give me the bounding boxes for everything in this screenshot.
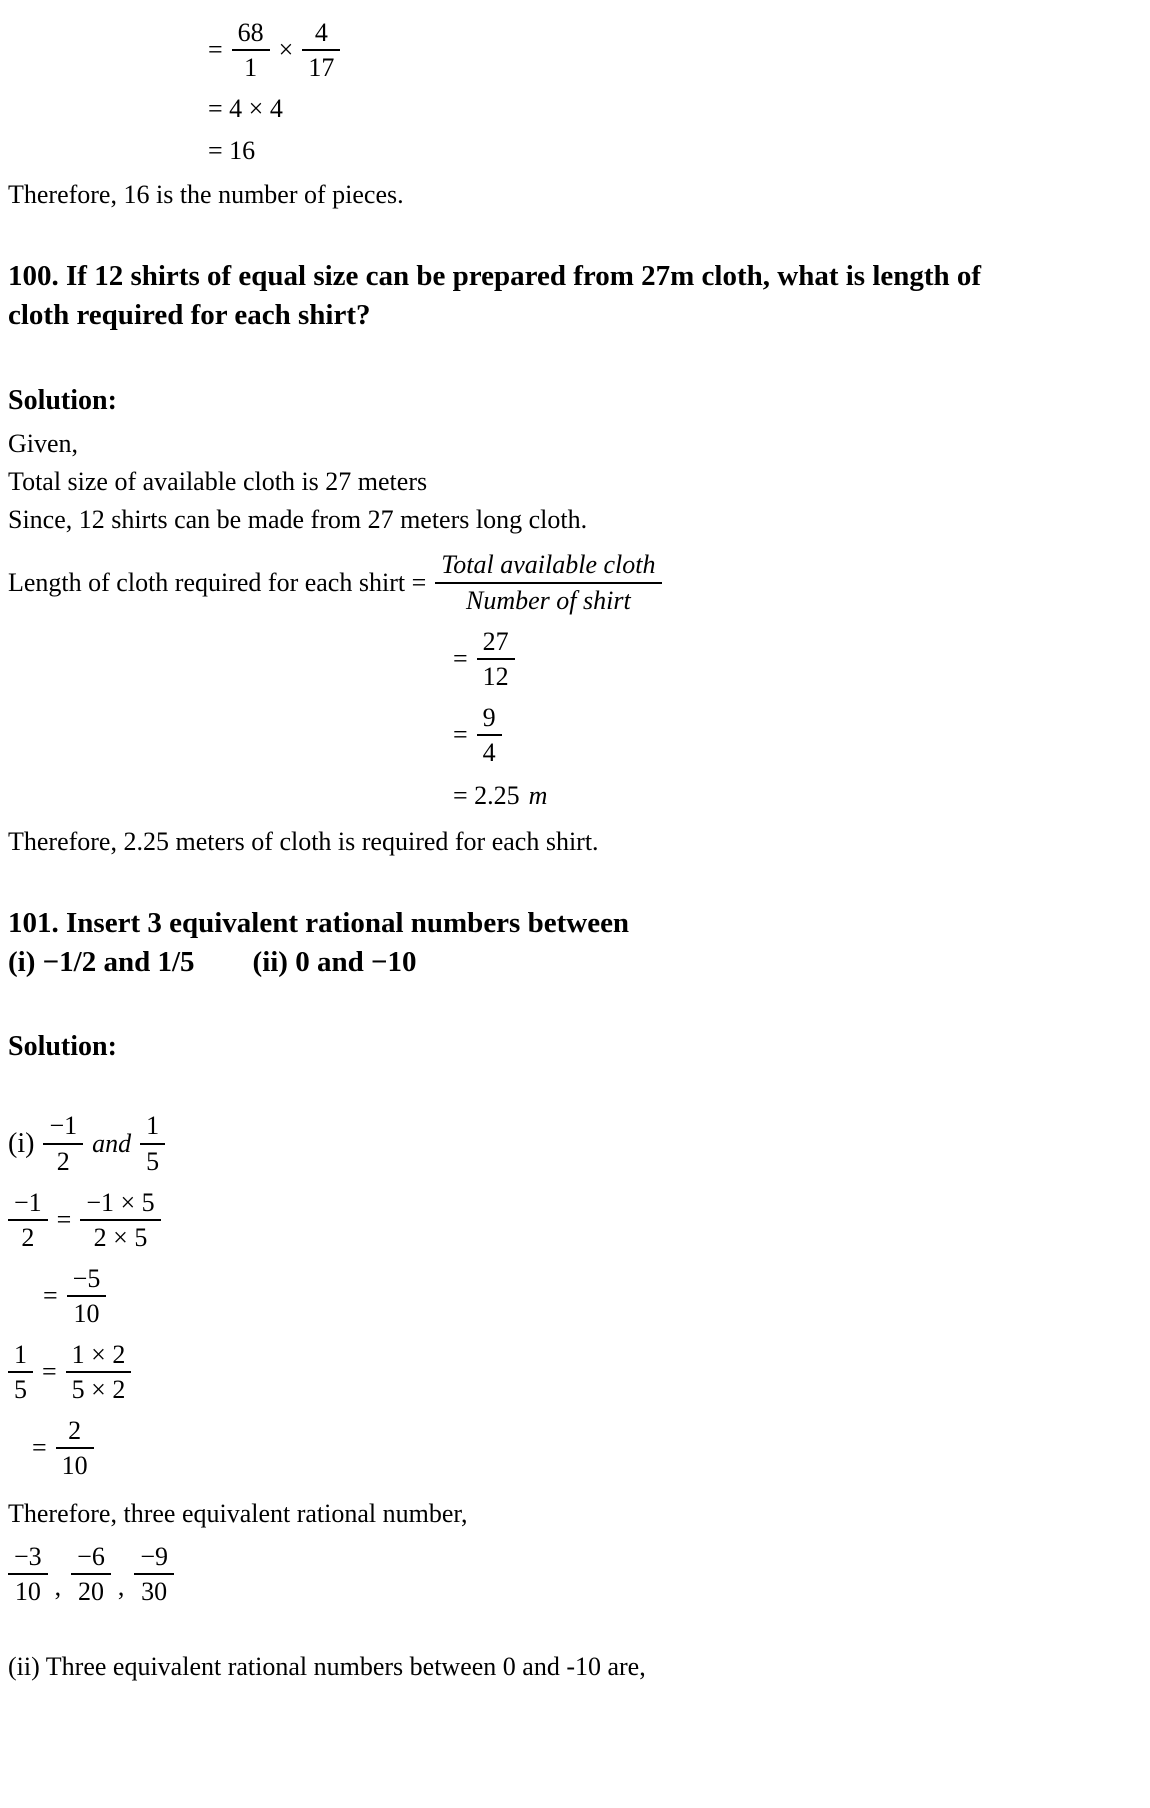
question-101-heading-line1: 101. Insert 3 equivalent rational numbers between: [8, 907, 630, 940]
formula-line: [8, 550, 1140, 614]
equation-line: [453, 703, 1140, 767]
denominator: 17: [308, 53, 335, 83]
solution-label: Solution:: [8, 384, 117, 416]
part-ii-text: (ii) Three equivalent rational numbers between 0 and -10 are,: [8, 1652, 646, 1682]
fraction: [56, 1416, 94, 1480]
conclusion-text: Therefore, 16 is the number of pieces.: [8, 180, 404, 210]
answers-line: [8, 1542, 1140, 1606]
equation-line: = 16: [208, 136, 256, 166]
fraction: [66, 1340, 132, 1404]
fraction: [477, 703, 502, 767]
fraction: [80, 1188, 160, 1252]
equation-line: [453, 627, 1140, 691]
comma-separator: ,: [117, 1572, 125, 1602]
denominator: 10: [73, 1299, 100, 1328]
and-word: and: [92, 1128, 132, 1158]
equals-sign: =: [453, 719, 468, 749]
fraction: [67, 1264, 107, 1328]
fraction: [134, 1542, 174, 1606]
equation-line: [32, 1416, 1140, 1480]
fraction: [8, 1340, 33, 1404]
given-label: Given,: [8, 428, 79, 458]
numerator: 9: [477, 703, 502, 736]
part-label: (i): [8, 1127, 35, 1159]
numerator: −1: [8, 1188, 48, 1221]
therefore-text: Therefore, three equivalent rational number,: [8, 1498, 468, 1528]
times-sign: ×: [278, 35, 294, 65]
denominator: 20: [78, 1576, 104, 1606]
equals-sign: =: [56, 1204, 72, 1234]
numerator: −9: [134, 1542, 174, 1575]
statement-line: Since, 12 shirts can be made from 27 meters long cloth.: [8, 505, 588, 535]
fraction: [477, 627, 515, 691]
denominator: 10: [14, 1576, 41, 1606]
denominator: 1: [244, 53, 258, 83]
denominator: 30: [141, 1576, 168, 1606]
question-101-heading-part-i: (i) −1/2 and 1/5: [8, 945, 195, 978]
conclusion-text: Therefore, 2.25 meters of cloth is required for each shirt.: [8, 827, 599, 857]
numerator: 1 × 2: [66, 1340, 132, 1373]
denominator: 2 × 5: [93, 1222, 148, 1252]
question-100-heading: 100. If 12 shirts of equal size can be prepared from 27m cloth, what is length of cloth required for each shirt?: [8, 260, 982, 332]
equals-sign: =: [32, 1433, 47, 1463]
fraction: [71, 1542, 111, 1606]
part-i-intro-line: [8, 1111, 1140, 1175]
equation-line: [8, 1188, 1140, 1252]
result-value: = 2.25: [453, 781, 520, 811]
solution-label: Solution:: [8, 1031, 117, 1063]
numerator: −1: [43, 1111, 83, 1144]
denominator: 5 × 2: [71, 1375, 126, 1405]
numerator: 4: [302, 18, 340, 51]
equals-sign: =: [42, 1357, 57, 1387]
numerator: Total available cloth: [435, 550, 661, 583]
result-line: [453, 779, 1140, 813]
equals-sign: =: [453, 643, 468, 673]
numerator: 27: [477, 627, 515, 660]
denominator: 2: [21, 1222, 35, 1252]
equation-line: [208, 18, 1140, 82]
denominator: 2: [56, 1146, 70, 1176]
numerator: −3: [8, 1542, 48, 1575]
fraction: [8, 1188, 48, 1252]
fraction: [8, 1542, 48, 1606]
question-100: [8, 257, 1140, 858]
numerator: 2: [56, 1416, 94, 1449]
fraction: [302, 18, 340, 82]
statement-line: Total size of available cloth is 27 meters: [8, 466, 428, 496]
comma-separator: ,: [54, 1572, 62, 1602]
result-unit: m: [528, 781, 548, 811]
fraction: [43, 1111, 83, 1175]
numerator: −5: [67, 1264, 107, 1297]
denominator: 5: [146, 1146, 160, 1176]
denominator: 10: [61, 1451, 88, 1481]
numerator: 1: [8, 1340, 33, 1373]
equation-line: = 4 × 4: [208, 94, 283, 124]
formula-lhs: Length of cloth required for each shirt =: [8, 567, 427, 597]
numerator: 1: [140, 1111, 165, 1144]
question-101: [8, 904, 1140, 1683]
numerator: −6: [71, 1542, 111, 1575]
denominator: Number of shirt: [466, 585, 631, 615]
equation-line: [8, 1340, 1140, 1404]
fraction: [232, 18, 270, 82]
question-101-heading-part-ii: (ii) 0 and −10: [252, 945, 417, 978]
denominator: 5: [14, 1375, 27, 1405]
equals-sign: =: [208, 35, 223, 65]
fraction: [435, 550, 661, 614]
numerator: −1 × 5: [80, 1188, 160, 1221]
fraction: [140, 1111, 165, 1175]
equation-line: [43, 1264, 1140, 1328]
numerator: 68: [232, 18, 270, 51]
equals-sign: =: [43, 1281, 58, 1310]
denominator: 4: [482, 737, 496, 767]
denominator: 12: [482, 661, 509, 691]
previous-problem-tail: [8, 18, 1140, 211]
question-101-heading: [8, 904, 1018, 981]
